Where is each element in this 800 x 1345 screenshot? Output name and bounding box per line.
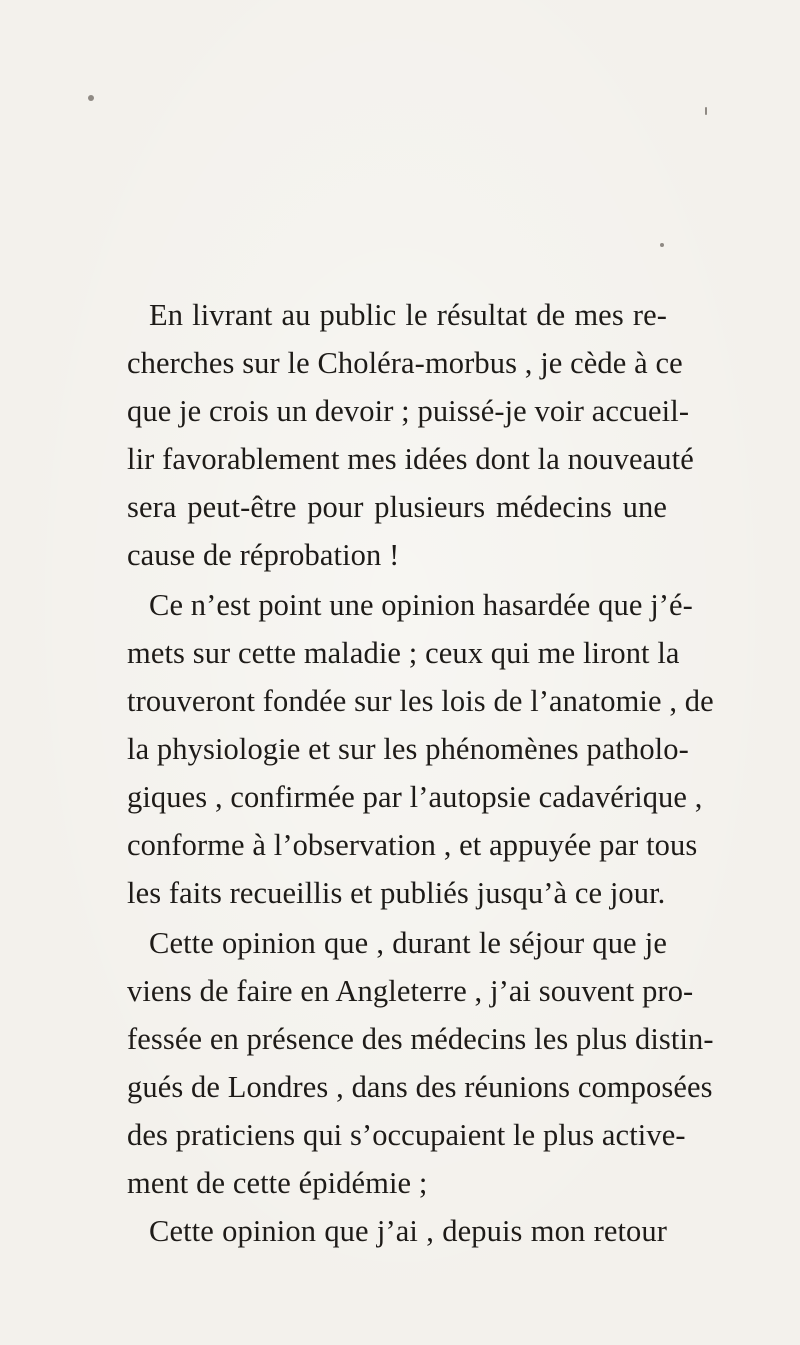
text-line: ment de cette épidémie ; <box>127 1166 428 1200</box>
text-line: Cette opinion que j’ai , depuis mon retour <box>149 1214 667 1248</box>
text-line: viens de faire en Angleterre , j’ai souvent pro- <box>127 974 694 1008</box>
ink-speck <box>705 107 707 115</box>
text-line: Cette opinion que , durant le séjour que je <box>149 926 667 960</box>
text-line: Ce n’est point une opinion hasardée que j’é- <box>149 588 693 622</box>
text-line: giques , confirmée par l’autopsie cadavérique , <box>127 780 703 814</box>
text-line: trouveront fondée sur les lois de l’anatomie , de <box>127 684 714 718</box>
text-line: les faits recueillis et publiés jusqu’à ce jour. <box>127 876 666 910</box>
text-line: cause de réprobation ! <box>127 538 400 572</box>
text-line: cherches sur le Choléra-morbus , je cède à ce <box>127 346 683 380</box>
text-line: fessée en présence des médecins les plus distin- <box>127 1022 714 1056</box>
text-line: mets sur cette maladie ; ceux qui me liront la <box>127 636 680 670</box>
text-line: que je crois un devoir ; puissé-je voir accueil- <box>127 394 690 428</box>
ink-speck <box>88 95 94 101</box>
text-line: la physiologie et sur les phénomènes patholo- <box>127 732 689 766</box>
text-line: des praticiens qui s’occupaient le plus active- <box>127 1118 686 1152</box>
text-line: conforme à l’observation , et appuyée par tous <box>127 828 698 862</box>
text-line: En livrant au public le résultat de mes re- <box>149 298 667 332</box>
ink-speck <box>660 243 664 247</box>
text-line: gués de Londres , dans des réunions composées <box>127 1070 713 1104</box>
text-line: sera peut-être pour plusieurs médecins une <box>127 490 667 524</box>
text-line: lir favorablement mes idées dont la nouveauté <box>127 442 694 476</box>
